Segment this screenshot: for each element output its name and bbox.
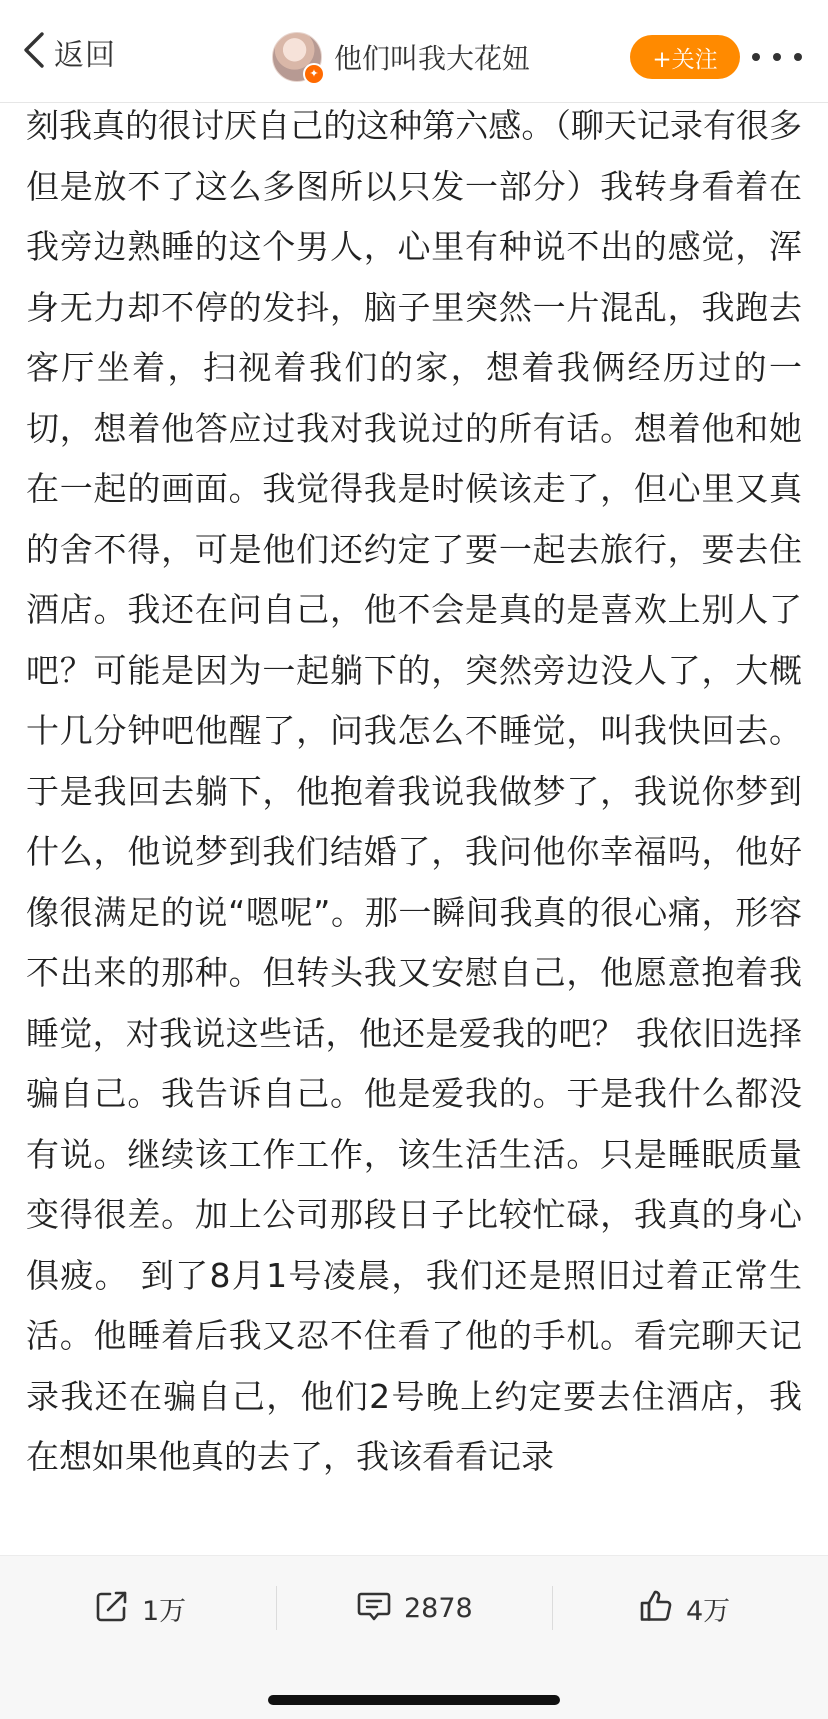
back-button[interactable] — [20, 30, 116, 74]
divider — [276, 1586, 277, 1630]
like-count: 4万 — [686, 1595, 731, 1627]
back-label: 返回 — [54, 38, 116, 73]
chevron-left-icon — [20, 30, 48, 74]
more-dots-icon[interactable] — [752, 44, 802, 70]
thumbs-up-icon — [638, 1588, 674, 1628]
avatar[interactable] — [272, 32, 322, 82]
author-name[interactable]: 他们叫我大花妞 — [334, 42, 531, 75]
bottom-action-bar — [0, 1555, 828, 1719]
share-icon — [94, 1588, 130, 1628]
top-nav-bar — [0, 0, 828, 103]
author-info[interactable] — [272, 32, 530, 82]
follow-button[interactable]: +关注 — [630, 35, 740, 79]
home-indicator — [268, 1695, 560, 1705]
verified-badge-icon: ✦ — [303, 63, 325, 85]
comment-icon — [356, 1588, 392, 1628]
article-text: 刻我真的很讨厌自己的这种第六感。（聊天记录有很多 但是放不了这么多图所以只发一部分）我转身看着在我旁边熟睡的这个男人，心里有种说不出的感觉，浑身无力却不停的发抖，脑子里突然一片混乱，我跑去客厅坐着，扫视着我们的家，想着我俩经历过的一切，想着他答应过我对我说过的所有话。想着他和她在一起的画面。我觉得我是时候该走了，但心里又真的舍不得，可是他们还约定了要一起去旅行，要去住酒店。我还在问自己，他不会是真的是喜欢上别人了吧？可能是因为一起躺下的，突然旁边没人了，大概十几分钟吧他醒了，问我怎么不睡觉，叫我快回去。于是我回去躺下，他抱着我说我做梦了，我说你梦到什么，他说梦到我们结婚了，我问他你幸福吗，他好像很满足的说“嗯呢”。那一瞬间我真的很心痛，形容不出来的那种。但转头我又安慰自己，他愿意抱着我睡觉，对我说这些话，他还是爱我的吧？ 我依旧选择骗自己。我告诉自己。他是爱我的。于是我什么都没有说。继续该工作工作，该生活生活。只是睡眠质量变得很差。加上公司那段日子比较忙碌，我真的身心俱疲。 到了8月1号凌晨，我们还是照旧过着正常生活。他睡着后我又忍不住看了他的手机。看完聊天记录我还在骗自己，他们2号晚上约定要去住酒店，我在想如果他真的去了，我该看看记录 — [26, 106, 802, 1476]
comment-count: 2878 — [404, 1592, 473, 1624]
share-count: 1万 — [142, 1595, 187, 1627]
share-button[interactable] — [94, 1588, 186, 1628]
like-button[interactable] — [638, 1588, 730, 1628]
divider — [552, 1586, 553, 1630]
article-body[interactable] — [0, 103, 828, 1555]
comment-button[interactable] — [356, 1588, 473, 1628]
